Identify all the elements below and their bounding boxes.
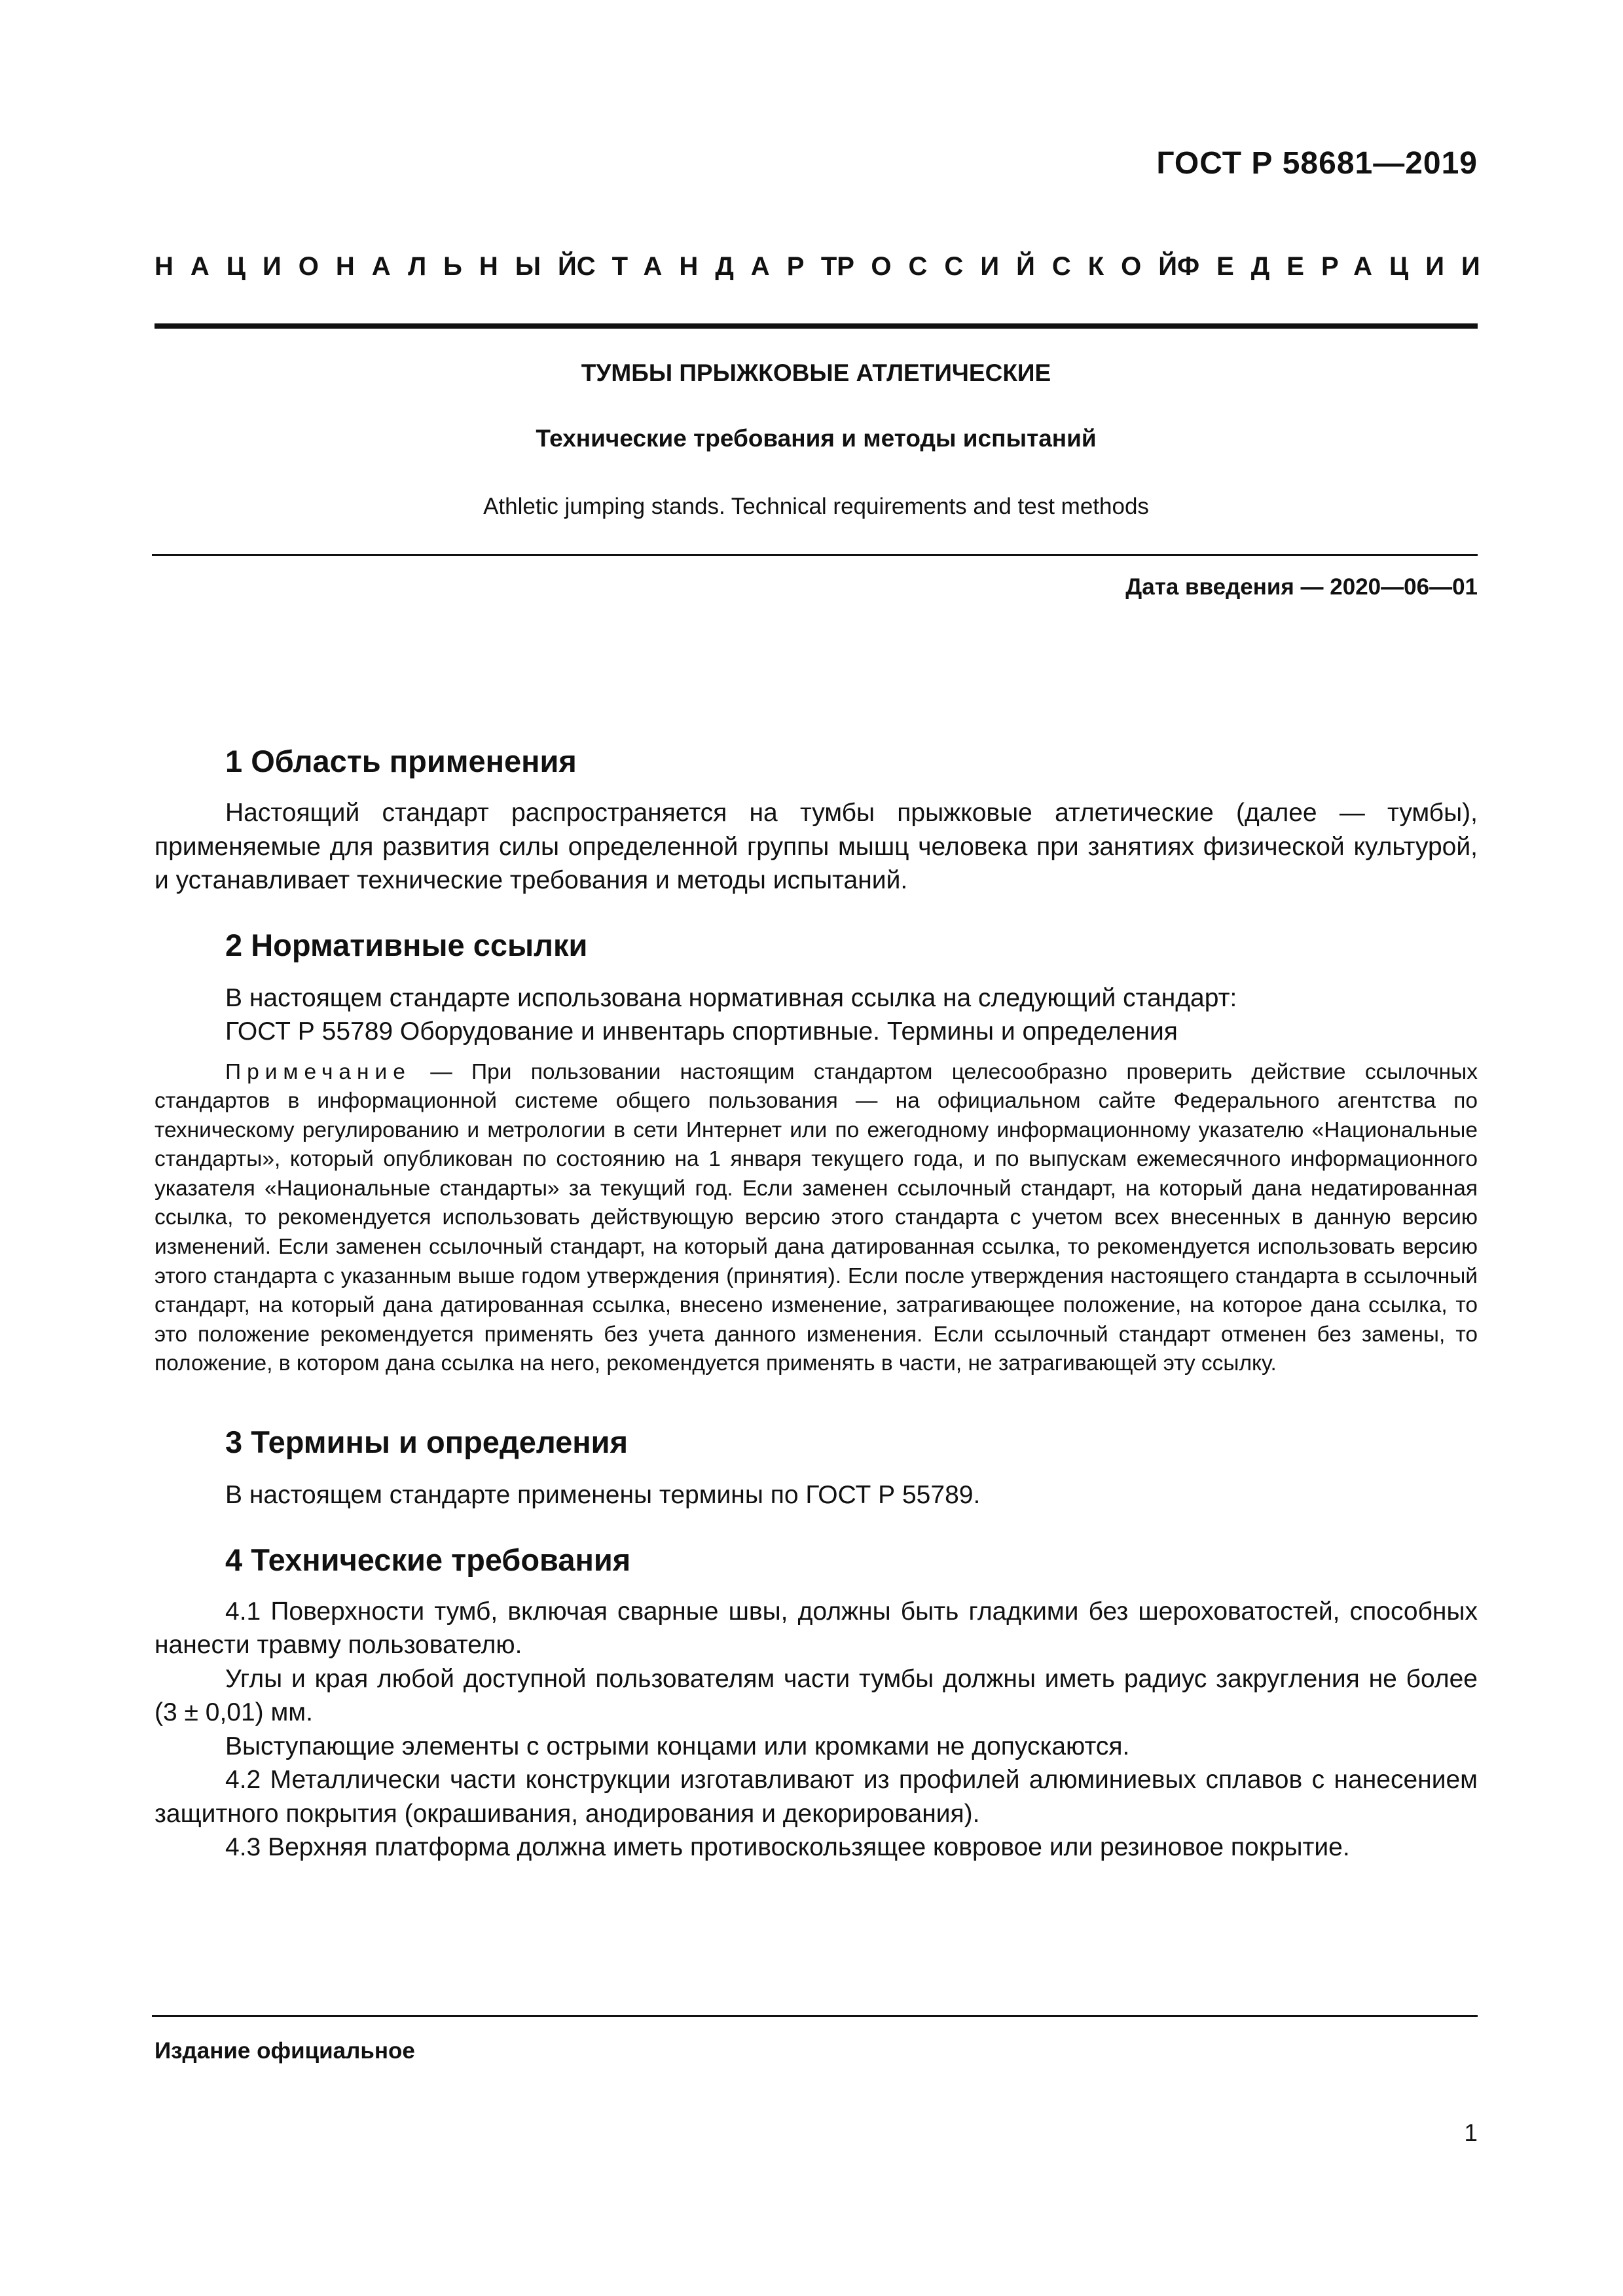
section-heading: 4 Технические требования (225, 1542, 631, 1577)
title-divider (152, 554, 1478, 556)
section-paragraph: 4.2 Металлически части конструкции изготавливают из профилей алюминиевых сплавов с нанесением защитного покрытия (окрашивания, анодирования и декорирования). (155, 1766, 1478, 1828)
document-body (155, 740, 1478, 1865)
section-paragraph: 4.1 Поверхности тумб, включая сварные швы, должны быть гладкими без шероховатостей, способных нанести травму пользователю. (155, 1597, 1478, 1660)
title-block (155, 357, 1478, 523)
standard-title: ТУМБЫ ПРЫЖКОВЫЕ АТЛЕТИЧЕСКИЕ (581, 359, 1051, 386)
edition-label: Издание официальное (155, 2038, 415, 2064)
section-paragraph: В настоящем стандарте применены термины по ГОСТ Р 55789. (225, 1481, 981, 1510)
national-title-word: НАЦИОНАЛЬНЫЙ (155, 252, 594, 281)
national-title-word: ФЕДЕРАЦИИ (1176, 252, 1497, 281)
national-title-word: СТАНДАРТ (576, 252, 854, 281)
english-title: Athletic jumping stands. Technical requirements and test methods (483, 494, 1149, 519)
reference-entry: ГОСТ Р 55789 Оборудование и инвентарь спортивные. Термины и определения (225, 1017, 1178, 1046)
document-number: ГОСТ Р 58681—2019 (1156, 146, 1478, 181)
section-heading: 1 Область применения (225, 744, 577, 778)
section-paragraph: 4.3 Верхняя платформа должна иметь противоскользящее ковровое или резиновое покрытие. (225, 1833, 1350, 1862)
introduction-date: Дата введения — 2020—06—01 (1125, 574, 1478, 600)
national-standard-title (155, 252, 1497, 282)
section-paragraph: Выступающие элементы с острыми концами или кромками не допускаются. (225, 1732, 1130, 1760)
section-paragraph: Углы и края любой доступной пользователям части тумбы должны иметь радиус закругления не более (3 ± 0,01) мм. (155, 1664, 1478, 1727)
note-text: — При пользовании настоящим стандартом целесообразно проверить действие ссылочных стандартов в информационной системе общего пользования — на официальном сайте Федерального агентства по техническому регулированию и метрологии в сети Интернет или по ежегодному информационному указателю «Национальные стандарты», который опубликован по состоянию на 1 января текущего года, и по выпускам ежемесячного информационного указателя «Национальные стандарты» за текущий год. Если заменен ссылочный стандарт, на который дана недатированная ссылка, то рекомендуется использовать действующую версию этого стандарта с учетом всех внесенных в данную версию изменений. Если заменен ссылочный стандарт, на который дана датированная ссылка, то рекомендуется использовать версию этого стандарта с указанным выше годом утверждения (принятия). Если после утверждения настоящего стандарта в ссылочный стандарт, на который дана датированная ссылка, внесено изменение, затрагивающее положение, на которое дана ссылка, то это положение рекомендуется применять без учета данного изменения. Если ссылочный стандарт отменен без замены, то положение, в котором дана ссылка на него, рекомендуется применять в части, не затрагивающей эту ссылку. (155, 1059, 1478, 1376)
section-heading: 2 Нормативные ссылки (225, 927, 588, 962)
standard-subtitle: Технические требования и методы испытаний (536, 425, 1097, 452)
header-divider (155, 323, 1478, 329)
section-paragraph: В настоящем стандарте использована нормативная ссылка на следующий стандарт: (225, 983, 1237, 1012)
footer-divider (152, 2015, 1478, 2017)
section-paragraph: Настоящий стандарт распространяется на тумбы прыжковые атлетические (далее — тумбы), применяемые для развития силы определенной группы мышц человека при занятиях физической культурой, и устанавливает технические требования и методы испытаний. (155, 799, 1478, 894)
page-number: 1 (1464, 2119, 1478, 2146)
note-label: Примечание (225, 1059, 411, 1084)
national-title-word: РОССИЙСКОЙ (837, 252, 1194, 281)
note-paragraph (155, 1058, 1478, 1379)
section-heading: 3 Термины и определения (225, 1425, 628, 1460)
